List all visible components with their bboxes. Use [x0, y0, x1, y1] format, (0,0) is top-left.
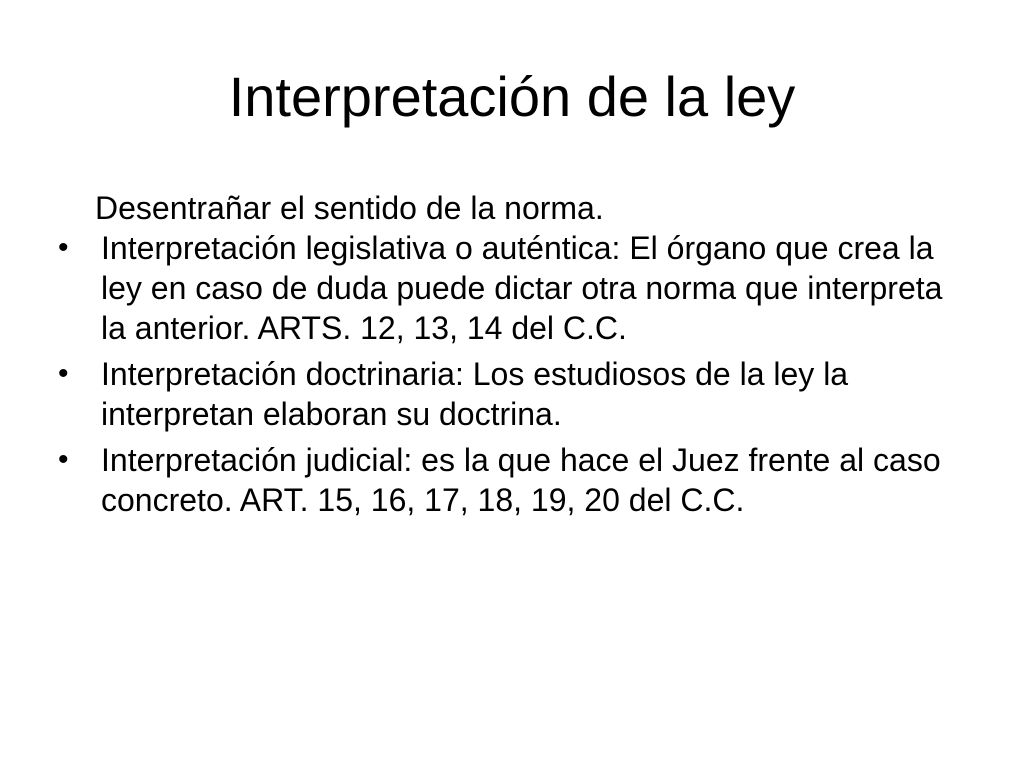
bullet-icon: • [58, 443, 69, 476]
bullet-icon: • [58, 231, 69, 264]
bullet-item-doctrinaria [55, 354, 955, 434]
bullet-text: Interpretación judicial: es la que hace el Juez frente al caso concreto. ART. 15, 16, 17, 18, 19, 20 del C.C. [101, 442, 941, 518]
bullet-item-legislativa [55, 228, 955, 348]
bullet-item-judicial [55, 440, 955, 520]
bullet-icon: • [58, 357, 69, 390]
slide-title: Interpretación de la ley [228, 65, 796, 128]
bullet-text: Interpretación doctrinaria: Los estudiosos de la ley la interpretan elaboran su doctrina. [101, 356, 849, 432]
bullet-list [55, 228, 955, 520]
slide-body [55, 188, 955, 520]
intro-text: Desentrañar el sentido de la norma. [95, 190, 604, 226]
bullet-text: Interpretación legislativa o auténtica: El órgano que crea la ley en caso de duda puede dictar otra norma que interpreta la anterior. ARTS. 12, 13, 14 del C.C. [101, 230, 943, 346]
